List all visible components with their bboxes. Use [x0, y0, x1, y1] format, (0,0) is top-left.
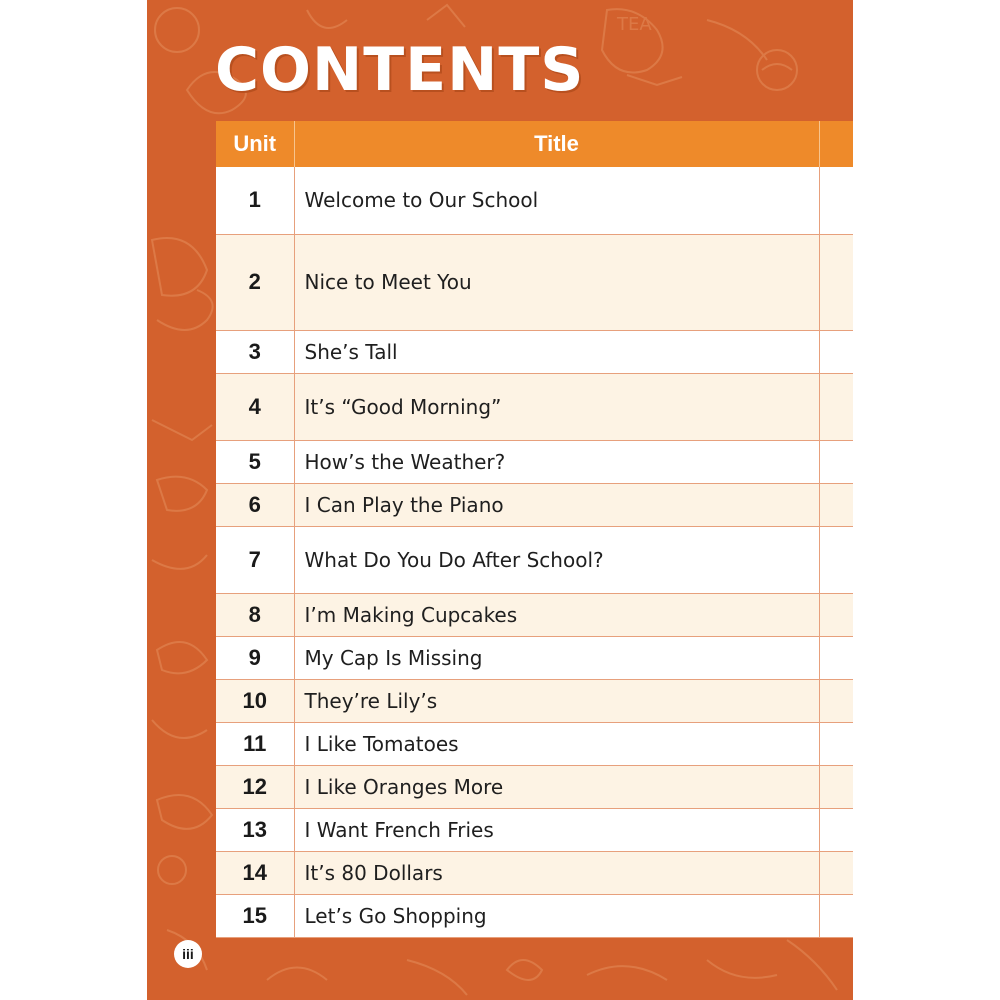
page-cell	[819, 373, 853, 440]
unit-title: It’s 80 Dollars	[294, 851, 819, 894]
unit-title: She’s Tall	[294, 330, 819, 373]
page-cell	[819, 483, 853, 526]
page-cell	[819, 765, 853, 808]
unit-title: What Do You Do After School?	[294, 526, 819, 593]
table-row	[216, 808, 853, 851]
table-row	[216, 851, 853, 894]
unit-title: Let’s Go Shopping	[294, 894, 819, 937]
unit-number: 3	[216, 330, 294, 373]
table-row	[216, 894, 853, 937]
table-row	[216, 440, 853, 483]
table-row	[216, 330, 853, 373]
page-cell	[819, 722, 853, 765]
page-cell	[819, 440, 853, 483]
unit-title: I Like Tomatoes	[294, 722, 819, 765]
unit-number: 2	[216, 234, 294, 330]
unit-number: 1	[216, 167, 294, 234]
page-cell	[819, 636, 853, 679]
unit-number: 6	[216, 483, 294, 526]
svg-text:TEA: TEA	[617, 14, 652, 35]
table-row	[216, 167, 853, 234]
table-row	[216, 679, 853, 722]
page-title: CONTENTS	[215, 35, 585, 105]
unit-number: 9	[216, 636, 294, 679]
table-row	[216, 636, 853, 679]
unit-number: 7	[216, 526, 294, 593]
unit-number: 13	[216, 808, 294, 851]
page-cell	[819, 851, 853, 894]
page-cell	[819, 679, 853, 722]
unit-number: 4	[216, 373, 294, 440]
page-cell	[819, 894, 853, 937]
table-row	[216, 234, 853, 330]
contents-page	[147, 0, 853, 1000]
unit-number: 10	[216, 679, 294, 722]
page-cell	[819, 808, 853, 851]
contents-table	[216, 121, 853, 938]
page-cell	[819, 167, 853, 234]
unit-title: They’re Lily’s	[294, 679, 819, 722]
unit-number: 14	[216, 851, 294, 894]
page-column-header	[819, 121, 853, 167]
table-row	[216, 593, 853, 636]
page-cell	[819, 330, 853, 373]
table-row	[216, 526, 853, 593]
table-row	[216, 373, 853, 440]
unit-number: 12	[216, 765, 294, 808]
unit-number: 11	[216, 722, 294, 765]
unit-title: How’s the Weather?	[294, 440, 819, 483]
unit-number: 15	[216, 894, 294, 937]
unit-title: I Like Oranges More	[294, 765, 819, 808]
unit-title: My Cap Is Missing	[294, 636, 819, 679]
table-row	[216, 722, 853, 765]
unit-title: Welcome to Our School	[294, 167, 819, 234]
unit-number: 5	[216, 440, 294, 483]
table-row	[216, 483, 853, 526]
page-cell	[819, 234, 853, 330]
title-column-header: Title	[294, 121, 819, 167]
unit-title: I’m Making Cupcakes	[294, 593, 819, 636]
page-cell	[819, 593, 853, 636]
unit-title: Nice to Meet You	[294, 234, 819, 330]
unit-column-header: Unit	[216, 121, 294, 167]
table-row	[216, 765, 853, 808]
unit-number: 8	[216, 593, 294, 636]
unit-title: I Want French Fries	[294, 808, 819, 851]
page-cell	[819, 526, 853, 593]
unit-title: I Can Play the Piano	[294, 483, 819, 526]
table-header-row	[216, 121, 853, 167]
page-number-badge: iii	[174, 940, 202, 968]
unit-title: It’s “Good Morning”	[294, 373, 819, 440]
